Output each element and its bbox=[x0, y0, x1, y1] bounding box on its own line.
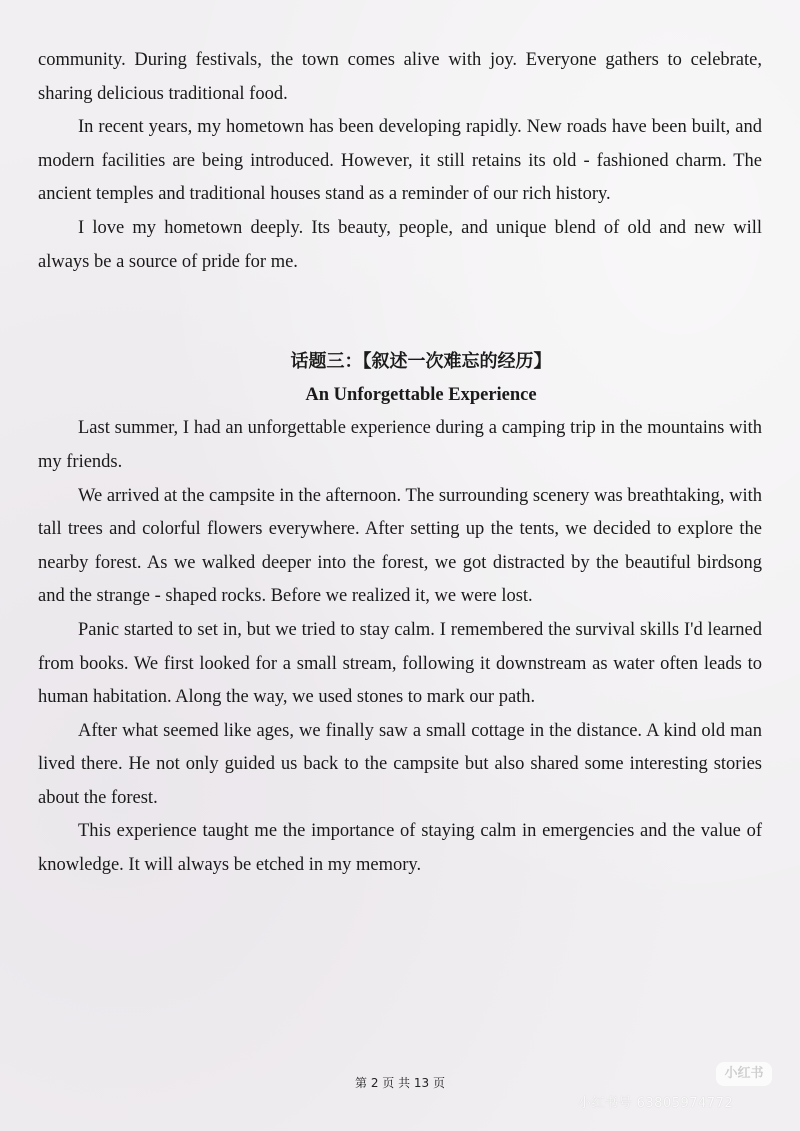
paragraph: After what seemed like ages, we finally saw a small cottage in the distance. A kind old man lived there. He not only guided us back to the campsite but also shared some interesting stories about the forest. bbox=[38, 720, 762, 808]
page-number-footer: 第 2 页 共 13 页 bbox=[355, 1076, 445, 1090]
section-spacer bbox=[38, 279, 762, 345]
essay-title: An Unforgettable Experience bbox=[305, 384, 537, 405]
document-content bbox=[38, 44, 762, 883]
paragraph: I love my hometown deeply. Its beauty, people, and unique blend of old and new will always be a source of pride for me. bbox=[38, 217, 762, 272]
paragraph: We arrived at the campsite in the afternoon. The surrounding scenery was breathtaking, with tall trees and colorful flowers everywhere. After setting up the tents, we decided to explore the nearby forest. As we walked deeper into the forest, we got distracted by the beautiful birdsong and the strange - shaped rocks. Before we realized it, we were lost. bbox=[38, 485, 762, 607]
paragraph: Panic started to set in, but we tried to stay calm. I remembered the survival skills I'd learned from books. We first looked for a small stream, following it downstream as water often leads to human habitation. Along the way, we used stones to mark our path. bbox=[38, 619, 762, 708]
watermark-logo: 小红书 bbox=[716, 1062, 772, 1086]
topic-heading: 话题三：【叙述一次难忘的经历】 bbox=[290, 351, 552, 373]
watermark-account-id: 小红书号 63805974772 bbox=[578, 1096, 734, 1111]
paragraph: In recent years, my hometown has been developing rapidly. New roads have been built, and modern facilities are being introduced. However, it still retains its old - fashioned charm. The ancient temples and traditional houses stand as a reminder of our rich history. bbox=[38, 117, 762, 205]
paragraph-continued: community. During festivals, the town comes alive with joy. Everyone gathers to celebrate, sharing delicious traditional food. bbox=[38, 50, 762, 104]
paragraph: This experience taught me the importance of staying calm in emergencies and the value of knowledge. It will always be etched in my memory. bbox=[38, 821, 762, 876]
paragraph: Last summer, I had an unforgettable experience during a camping trip in the mountains with my friends. bbox=[38, 418, 762, 472]
